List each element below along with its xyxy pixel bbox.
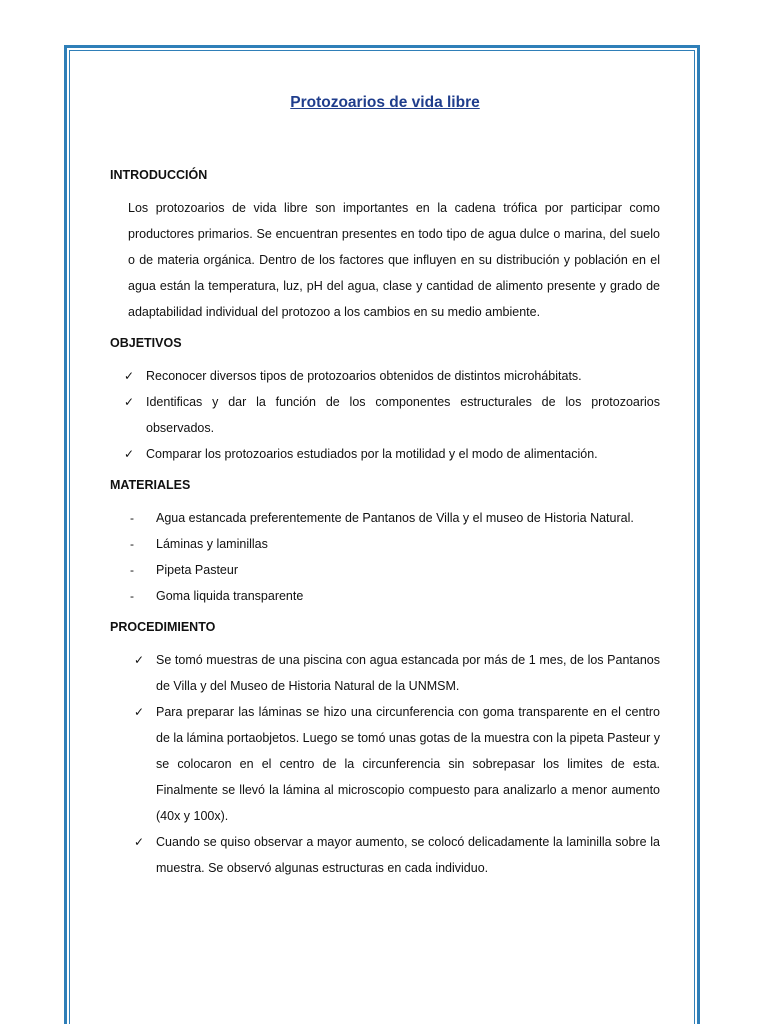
list-item-text: Reconocer diversos tipos de protozoarios obtenidos de distintos microhábitats. [146,369,582,383]
check-icon: ✓ [124,369,135,383]
document-title: Protozoarios de vida libre [290,94,480,111]
check-icon: ✓ [134,705,145,719]
dash-bullet: - [130,563,134,577]
heading-materiales: MATERIALES [110,478,191,492]
check-icon: ✓ [124,447,135,461]
check-icon: ✓ [124,395,135,409]
list-item [110,441,660,467]
list-item-text: Pipeta Pasteur [156,563,238,577]
list-item [110,557,660,583]
list-item [110,647,660,699]
list-item-text: Agua estancada preferentemente de Pantanos de Villa y el museo de Historia Natural. [156,511,634,525]
list-item [110,389,660,441]
list-item-text: Goma liquida transparente [156,589,304,603]
list-item-text: Cuando se quiso observar a mayor aumento, se colocó delicadamente la laminilla sobre la muestra. Se observó algunas estructuras en cada individuo. [156,835,660,875]
list-item-text: Se tomó muestras de una piscina con agua estancada por más de 1 mes, de los Pantanos de Villa y del Museo de Historia Natural de la UNMSM. [156,653,660,693]
check-icon: ✓ [134,835,145,849]
dash-bullet: - [130,537,134,551]
list-item [110,505,660,531]
list-item [110,829,660,881]
procedimiento-list [110,647,660,881]
heading-introduccion: INTRODUCCIÓN [110,168,208,182]
list-item [110,699,660,829]
dash-bullet: - [130,511,134,525]
list-item-text: Láminas y laminillas [156,537,268,551]
check-icon: ✓ [134,653,145,667]
materiales-list [110,505,660,609]
list-item [110,583,660,609]
list-item [110,363,660,389]
dash-bullet: - [130,589,134,603]
objetivos-list [110,363,660,467]
document-body [110,90,660,891]
heading-objetivos: OBJETIVOS [110,336,182,350]
list-item-text: Para preparar las láminas se hizo una circunferencia con goma transparente en el centro de la lámina portaobjetos. Luego se tomó unas gotas de la muestra con la pipeta Pasteur y se colocaron en el centro de la circunferencia sin sobrepasar los limites de esta. Finalmente se llevó la lámina al microscopio compuesto para analizarlo a menor aumento (40x y 100x). [156,705,660,823]
list-item-text: Identificas y dar la función de los componentes estructurales de los protozoarios observados. [146,395,660,435]
list-item-text: Comparar los protozoarios estudiados por la motilidad y el modo de alimentación. [146,447,598,461]
heading-procedimiento: PROCEDIMIENTO [110,620,216,634]
introduccion-paragraph: Los protozoarios de vida libre son importantes en la cadena trófica por participar como productores primarios. Se encuentran presentes en todo tipo de agua dulce o marina, del suelo o de materia orgánica. Dentro de los factores que influyen en su distribución y población en el agua están la temperatura, luz, pH del agua, clase y cantidad de alimento presente y grado de adaptabilidad individual del protozoo a los cambios en su medio ambiente. [128,201,660,319]
list-item [110,531,660,557]
